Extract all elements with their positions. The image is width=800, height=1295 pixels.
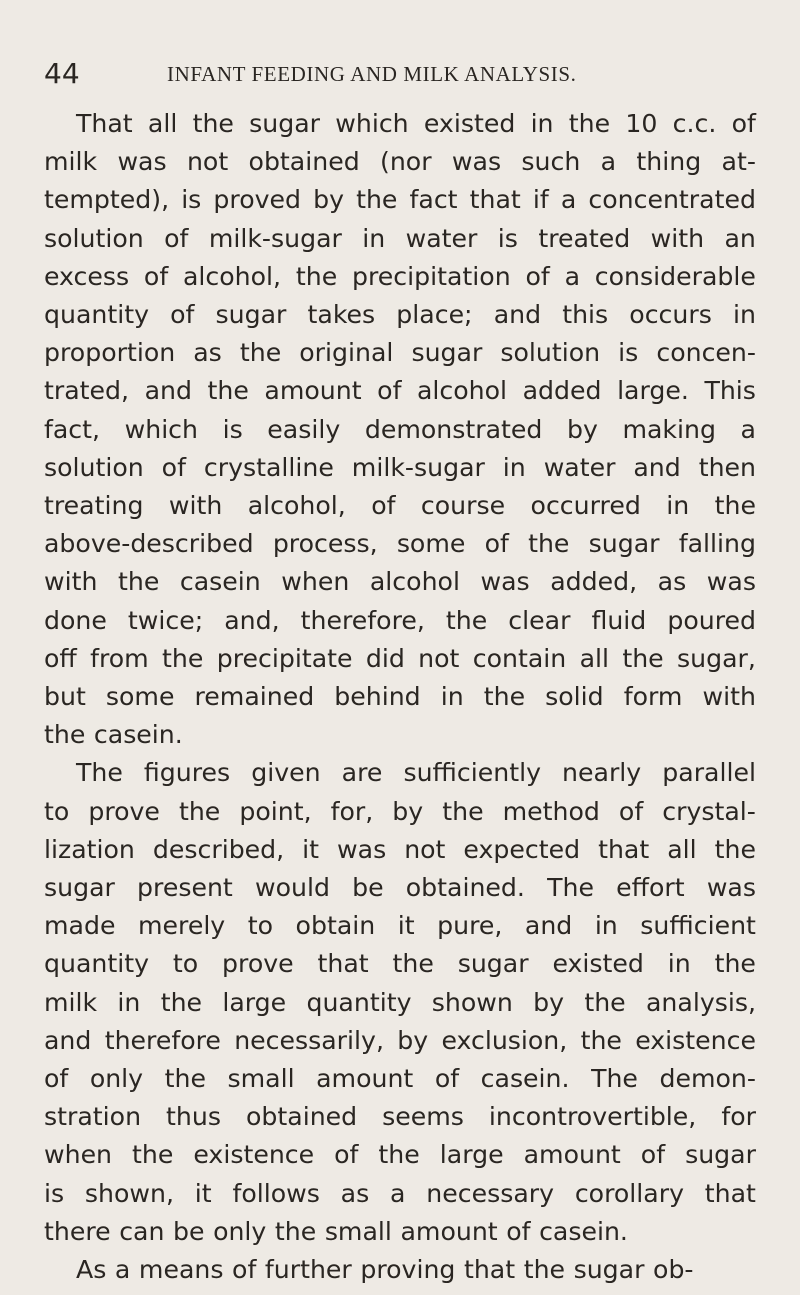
text-line: lization described, it was not expected that all the [44,834,756,864]
text-line: of only the small amount of casein. The demon- [44,1064,756,1093]
text-line: The figures given are sufficiently nearly parallel [76,758,756,788]
text-line: excess of alcohol, the precipitation of a considerable [44,261,756,291]
running-title: INFANT FEEDING AND MILK ANALYSIS. [167,62,577,86]
text-line: there can be only the small amount of casein. [44,1216,628,1246]
text-line: solution of crystalline milk-sugar in water and then [44,452,756,482]
text-line: but some remained behind in the solid form with [44,682,756,711]
text-line: the casein. [44,720,183,750]
text-line: solution of milk-sugar in water is treated with an [44,223,756,253]
text-line: when the existence of the large amount of sugar [44,1140,756,1170]
text-line: made merely to obtain it pure, and in sufficient [44,911,756,941]
text-line: proportion as the original sugar solution is concen- [44,338,756,368]
page-header [44,58,684,90]
text-line: treating with alcohol, of course occurred in the [44,491,756,520]
text-line: quantity to prove that the sugar existed in the [44,949,756,979]
text-line: to prove the point, for, by the method of crystal- [44,796,756,826]
text-line: tempted), is proved by the fact that if a concentrated [44,185,756,215]
page-number: 44 [44,57,80,90]
text-line: fact, which is easily demonstrated by making a [44,414,756,444]
text-line: done twice; and, therefore, the clear fluid poured [44,605,756,635]
text-line: milk in the large quantity shown by the analysis, [44,987,756,1017]
text-line: As a means of further proving that the sugar ob- [76,1255,694,1284]
text-line: sugar present would be obtained. The effort was [44,873,756,902]
text-line: and therefore necessarily, by exclusion, the existence [44,1025,756,1055]
text-line: trated, and the amount of alcohol added large. This [44,376,756,406]
text-line: milk was not obtained (nor was such a thing at- [44,147,756,177]
text-line: above-described process, some of the sugar falling [44,529,756,559]
text-line: off from the precipitate did not contain all the sugar, [44,643,756,673]
text-line: with the casein when alcohol was added, as was [44,567,756,597]
text-line: quantity of sugar takes place; and this occurs in [44,300,756,329]
text-line: That all the sugar which existed in the 10 c.c. of [76,109,756,138]
text-line: is shown, it follows as a necessary corollary that [44,1178,756,1208]
text-line: stration thus obtained seems incontrovertible, for [44,1102,756,1132]
